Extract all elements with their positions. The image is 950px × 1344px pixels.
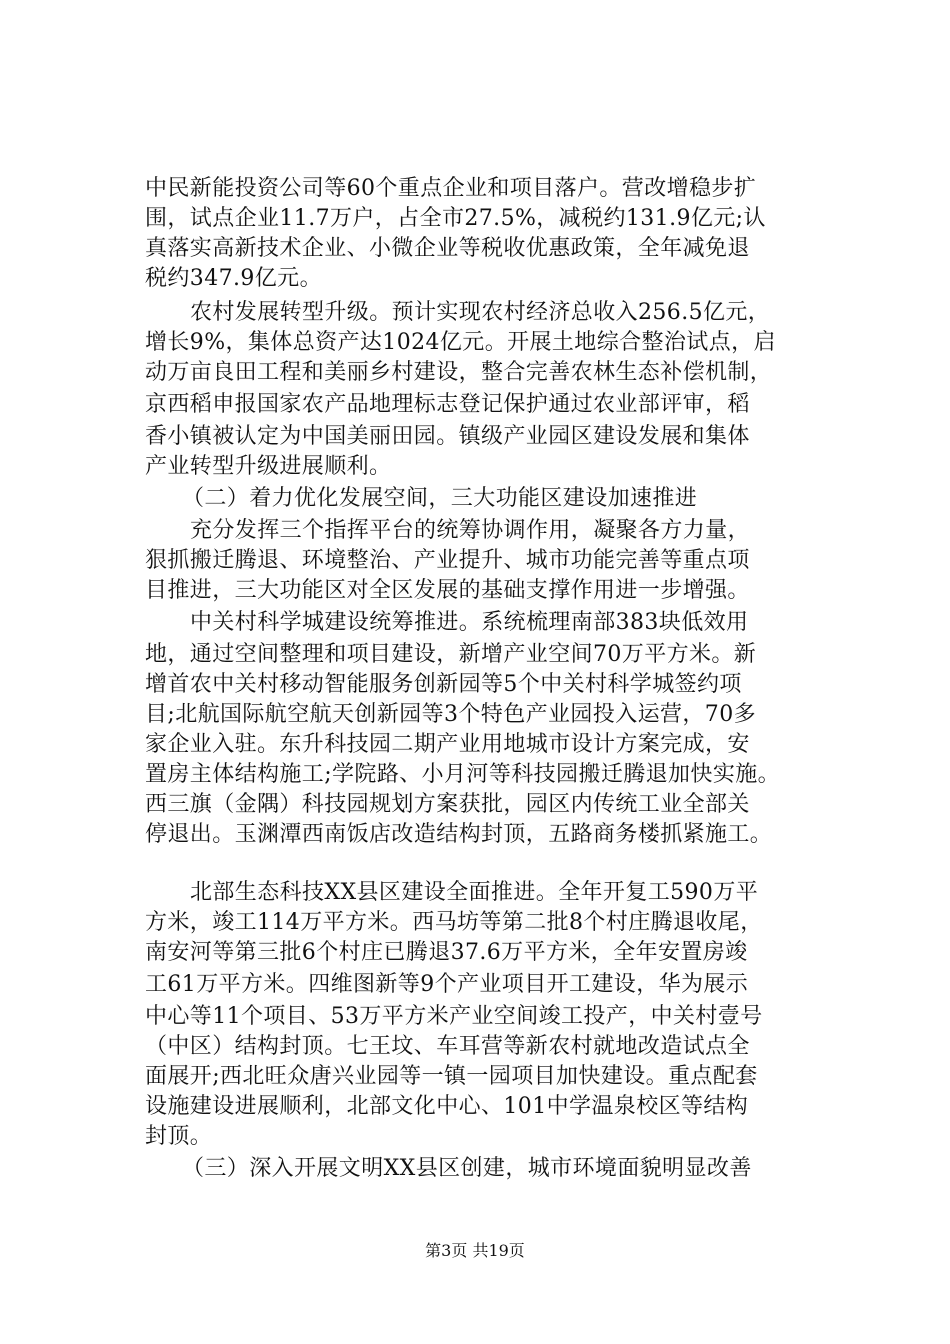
text-line: 中心等11个项目、53万平方米产业空间竣工投产，中关村壹号 (145, 1004, 763, 1029)
text-line: 香小镇被认定为中国美丽田园。镇级产业园区建设发展和集体 (145, 424, 750, 449)
text-line: 北部生态科技XX县区建设全面推进。全年开复工590万平 (190, 880, 759, 905)
text-line: 目;北航国际航空航天创新园等3个特色产业园投入运营，70多 (145, 702, 757, 727)
page-number: 第3页 共19页 (425, 1241, 525, 1260)
text-line: 增长9%，集体总资产达1024亿元。开展土地综合整治试点，启 (145, 330, 776, 355)
text-line: 目推进，三大功能区对全区发展的基础支撑作用进一步增强。 (145, 578, 750, 603)
text-line: 中关村科学城建设统筹推进。系统梳理南部383块低效用 (190, 610, 749, 635)
section-heading: （二）着力优化发展空间，三大功能区建设加速推进 (182, 486, 698, 511)
text-line: 动万亩良田工程和美丽乡村建设，整合完善农林生态补偿机制， (145, 360, 773, 385)
text-line: 西三旗（金隅）科技园规划方案获批，园区内传统工业全部关 (145, 792, 750, 817)
text-line: 增首农中关村移动智能服务创新园等5个中关村科学城签约项 (145, 672, 742, 697)
text-line: 围，试点企业11.7万户，占全市27.5%，减税约131.9亿元;认 (145, 206, 766, 231)
text-line: （中区）结构封顶。七王坟、车耳营等新农村就地改造试点全 (145, 1034, 750, 1059)
text-line: 方米，竣工114万平方米。西马坊等第二批8个村庄腾退收尾， (145, 910, 763, 935)
text-line: 家企业入驻。东升科技园二期产业用地城市设计方案完成，安 (145, 732, 750, 757)
text-line: 封顶。 (145, 1124, 213, 1149)
text-line: 农村发展转型升级。预计实现农村经济总收入256.5亿元， (190, 300, 771, 325)
text-line: 税约347.9亿元。 (145, 266, 322, 291)
text-line: 中民新能投资公司等60个重点企业和项目落户。营改增稳步扩 (145, 176, 757, 201)
text-line: 产业转型升级进展顺利。 (145, 454, 392, 479)
text-line: 置房主体结构施工;学院路、小月河等科技园搬迁腾退加快实施。 (145, 762, 781, 787)
section-heading: （三）深入开展文明XX县区创建，城市环境面貌明显改善 (182, 1156, 752, 1181)
text-line: 停退出。玉渊潭西南饭店改造结构封顶，五路商务楼抓紧施工。 (145, 822, 773, 847)
text-line: 工61万平方米。四维图新等9个产业项目开工建设，华为展示 (145, 972, 749, 997)
text-line: 南安河等第三批6个村庄已腾退37.6万平方米，全年安置房竣 (145, 940, 748, 965)
text-line: 地，通过空间整理和项目建设，新增产业空间70万平方米。新 (145, 642, 757, 667)
text-line: 面展开;西北旺众唐兴业园等一镇一园项目加快建设。重点配套 (145, 1064, 758, 1089)
text-line: 设施建设进展顺利，北部文化中心、101中学温泉校区等结构 (145, 1094, 749, 1119)
text-line: 京西稻申报国家农产品地理标志登记保护通过农业部评审，稻 (145, 392, 750, 417)
text-line: 狠抓搬迁腾退、环境整治、产业提升、城市功能完善等重点项 (145, 548, 750, 573)
text-line: 充分发挥三个指挥平台的统筹协调作用，凝聚各方力量， (190, 518, 751, 543)
text-line: 真落实高新技术企业、小微企业等税收优惠政策，全年减免退 (145, 236, 750, 261)
